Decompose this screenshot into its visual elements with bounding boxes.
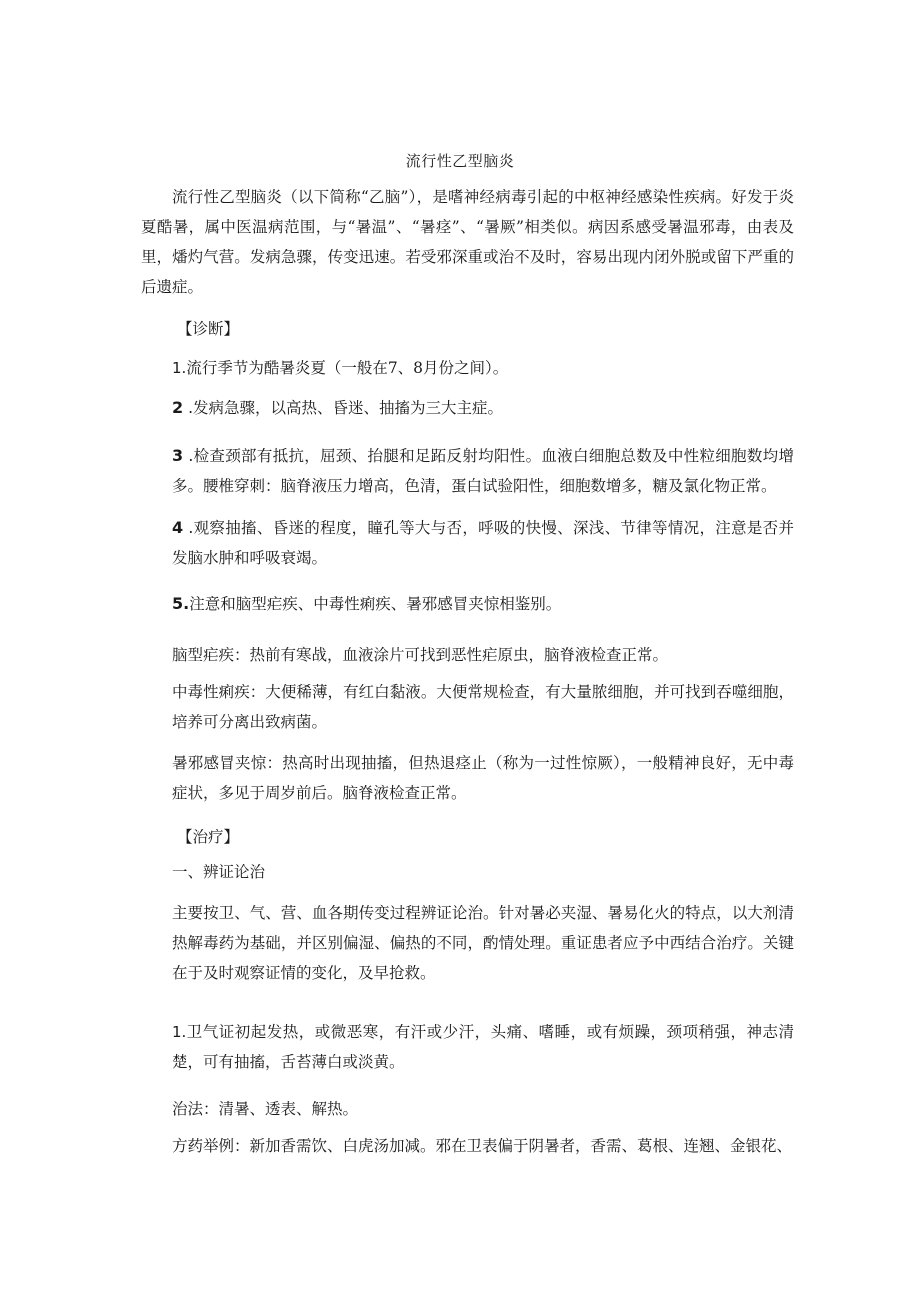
- item-number: 1.: [172, 359, 187, 377]
- item-number: 3: [172, 446, 184, 465]
- treatment-method: 治法：清暑、透表、解热。: [172, 1100, 359, 1118]
- item-number: 5.: [172, 594, 190, 613]
- item-text: 流行季节为酷暑炎夏（一般在7、8月份之间）。: [186, 359, 509, 377]
- differential-malaria: 脑型疟疾：热前有寒战，血液涂片可找到恶性疟原虫，脑脊液检查正常。: [172, 646, 669, 664]
- intro-paragraph: 流行性乙型脑炎（以下简称“乙脑”），是嗜神经病毒引起的中枢神经感染性疾病。好发于炎夏酷暑，属中医温病范围，与“暑温”、“暑痉”、“暑厥”相类似。病因系感受暑温邪毒，由表及里，燔灼气营。发病急骤，传变迅速。若受邪深重或治不及时，容易出现内闭外脱或留下严重的后遗症。: [141, 188, 794, 296]
- diagnosis-heading: 【诊断】: [177, 320, 240, 338]
- item-text: 注意和脑型疟疾、中毒性痢疾、暑邪感冒夹惊相鉴别。: [189, 595, 562, 613]
- item-number: 2: [172, 398, 184, 417]
- treatment-prescription: 方药举例：新加香需饮、白虎汤加减。邪在卫表偏于阴暑者，香需、葛根、连翘、金银花、: [172, 1137, 793, 1155]
- item-number: 1.: [172, 1023, 187, 1041]
- differential-cold-convulsion: 暑邪感冒夹惊：热高时出现抽搐，但热退痉止（称为一过性惊厥），一般精神良好，无中毒症状，多见于周岁前后。脑脊液检查正常。: [172, 754, 794, 802]
- diagnosis-item-5: [172, 589, 794, 619]
- diagnosis-item-2: [172, 393, 794, 423]
- section-title: 一、辨证论治: [172, 863, 266, 881]
- diagnosis-item-4: [172, 513, 794, 573]
- item-number: 4: [172, 518, 184, 537]
- differential-dysentery: 中毒性痢疾：大便稀薄，有红白黏液。大便常规检查，有大量脓细胞，并可找到吞噬细胞，培养可分离出致病菌。: [172, 683, 794, 731]
- treatment-heading: 【治疗】: [177, 828, 240, 846]
- treatment-item-1: [172, 1017, 794, 1077]
- section1-paragraph: 主要按卫、气、营、血各期传变过程辨证论治。针对暑必夹湿、暑易化火的特点，以大剂清热解毒药为基础，并区别偏湿、偏热的不同，酌情处理。重证患者应予中西结合治疗。关键在于及时观察证情的变化，及早抢救。: [172, 904, 794, 982]
- diagnosis-item-1: [172, 353, 794, 383]
- item-text: .检查颈部有抵抗，屈颈、抬腿和足跖反射均阳性。血液白细胞总数及中性粒细胞数均增多。腰椎穿刺：脑脊液压力增高，色清，蛋白试验阳性，细胞数增多，糖及氯化物正常。: [172, 447, 794, 495]
- item-text: 卫气证初起发热，或微恶寒，有汗或少汗，头痛、嗜睡，或有烦躁，颈项稍强，神志清楚，可有抽搐，舌苔薄白或淡黄。: [172, 1023, 794, 1071]
- document-title: 流行性乙型脑炎: [405, 152, 515, 170]
- item-text: .发病急骤，以高热、昏迷、抽搐为三大主症。: [188, 399, 504, 417]
- diagnosis-item-3: [172, 441, 794, 501]
- item-text: .观察抽搐、昏迷的程度，瞳孔等大与否，呼吸的快慢、深浅、节律等情况，注意是否并发脑水肿和呼吸衰竭。: [172, 519, 794, 567]
